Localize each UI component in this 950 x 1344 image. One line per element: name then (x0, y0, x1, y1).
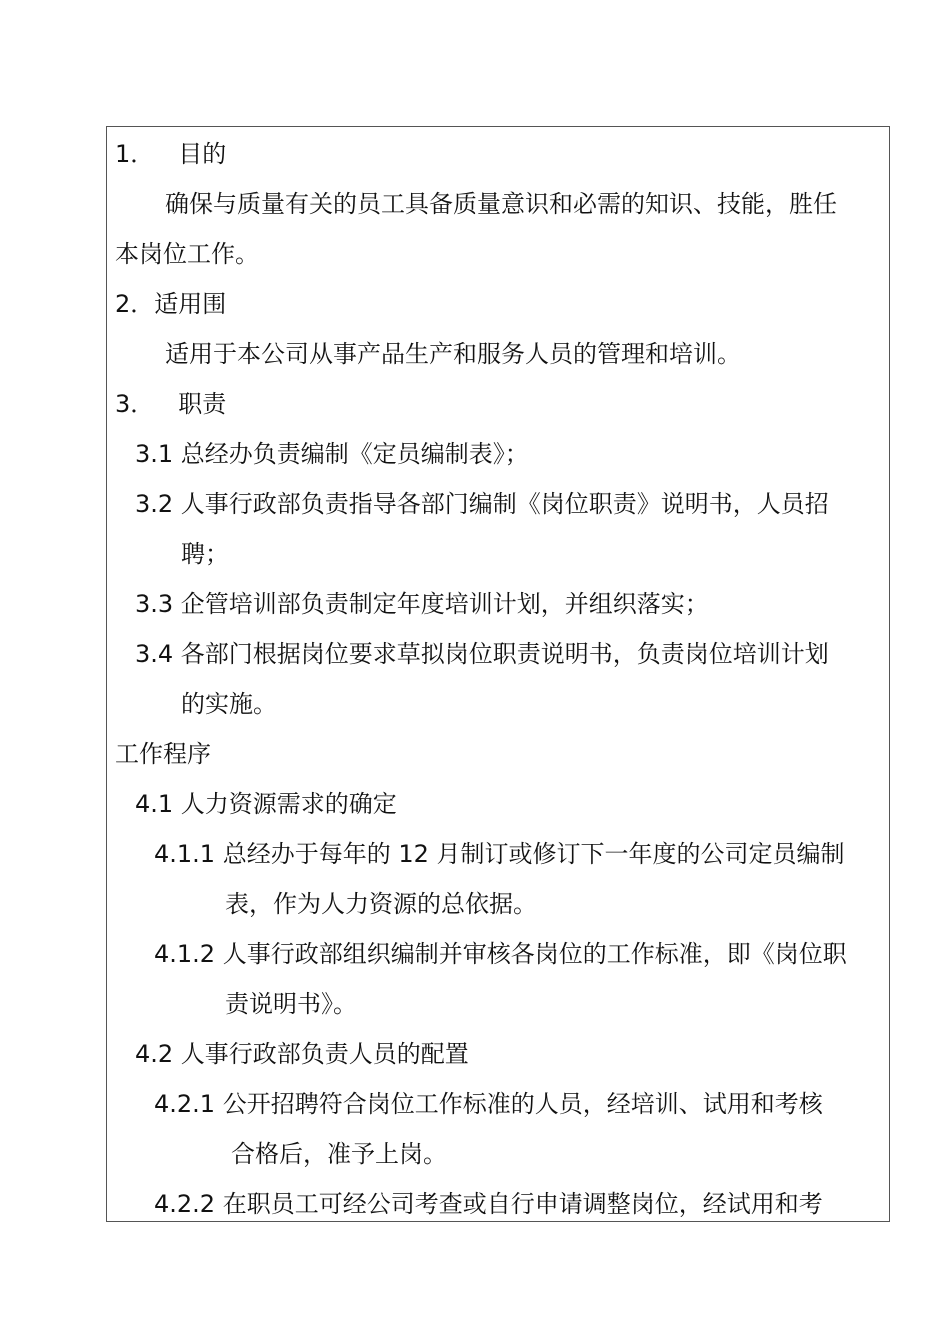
item-4-2-2-line-1: 4.2.2 在职员工可经公司考查或自行申请调整岗位，经试用和考 (154, 1190, 823, 1218)
section-1-body-line-2: 本岗位工作。 (115, 240, 259, 268)
section-3-heading (115, 379, 226, 429)
item-3-4-line-1: 3.4 各部门根据岗位要求草拟岗位职责说明书，负责岗位培训计划 (135, 640, 829, 668)
section-1-body-line-1: 确保与质量有关的员工具备质量意识和必需的知识、技能，胜任 (165, 190, 837, 218)
item-3-1: 3.1 总经办负责编制《定员编制表》； (135, 440, 529, 468)
item-3-2-line-1: 3.2 人事行政部负责指导各部门编制《岗位职责》说明书，人员招 (135, 490, 829, 518)
item-3-3: 3.3 企管培训部负责制定年度培训计划，并组织落实； (135, 590, 709, 618)
item-4-1-2-line-1: 4.1.2 人事行政部组织编制并审核各岗位的工作标准，即《岗位职 (154, 940, 847, 968)
section-1-heading (115, 129, 226, 179)
section-2-body-line-1: 适用于本公司从事产品生产和服务人员的管理和培训。 (165, 340, 741, 368)
item-4-2-1-line-1: 4.2.1 公开招聘符合岗位工作标准的人员，经培训、试用和考核 (154, 1090, 823, 1118)
section-3-title: 职责 (178, 390, 227, 418)
item-4-2-1-line-2: 合格后，准予上岗。 (231, 1140, 447, 1168)
item-4-1-1-line-2: 表，作为人力资源的总依据。 (225, 890, 537, 918)
item-4-1-1-line-1: 4.1.1 总经办于每年的 12 月制订或修订下一年度的公司定员编制 (154, 840, 845, 868)
section-2-heading: 2．适用围 (115, 290, 227, 318)
document-frame (106, 126, 890, 1222)
section-1-number: 1． (115, 140, 155, 168)
item-4-1-2-line-2: 责说明书》。 (225, 990, 357, 1018)
item-4-2: 4.2 人事行政部负责人员的配置 (135, 1040, 469, 1068)
section-1-title: 目的 (178, 140, 227, 168)
section-4-heading: 工作程序 (115, 740, 211, 768)
section-3-number: 3． (115, 390, 155, 418)
item-4-1: 4.1 人力资源需求的确定 (135, 790, 397, 818)
item-3-4-line-2: 的实施。 (181, 690, 277, 718)
item-3-2-line-2: 聘； (181, 540, 229, 568)
